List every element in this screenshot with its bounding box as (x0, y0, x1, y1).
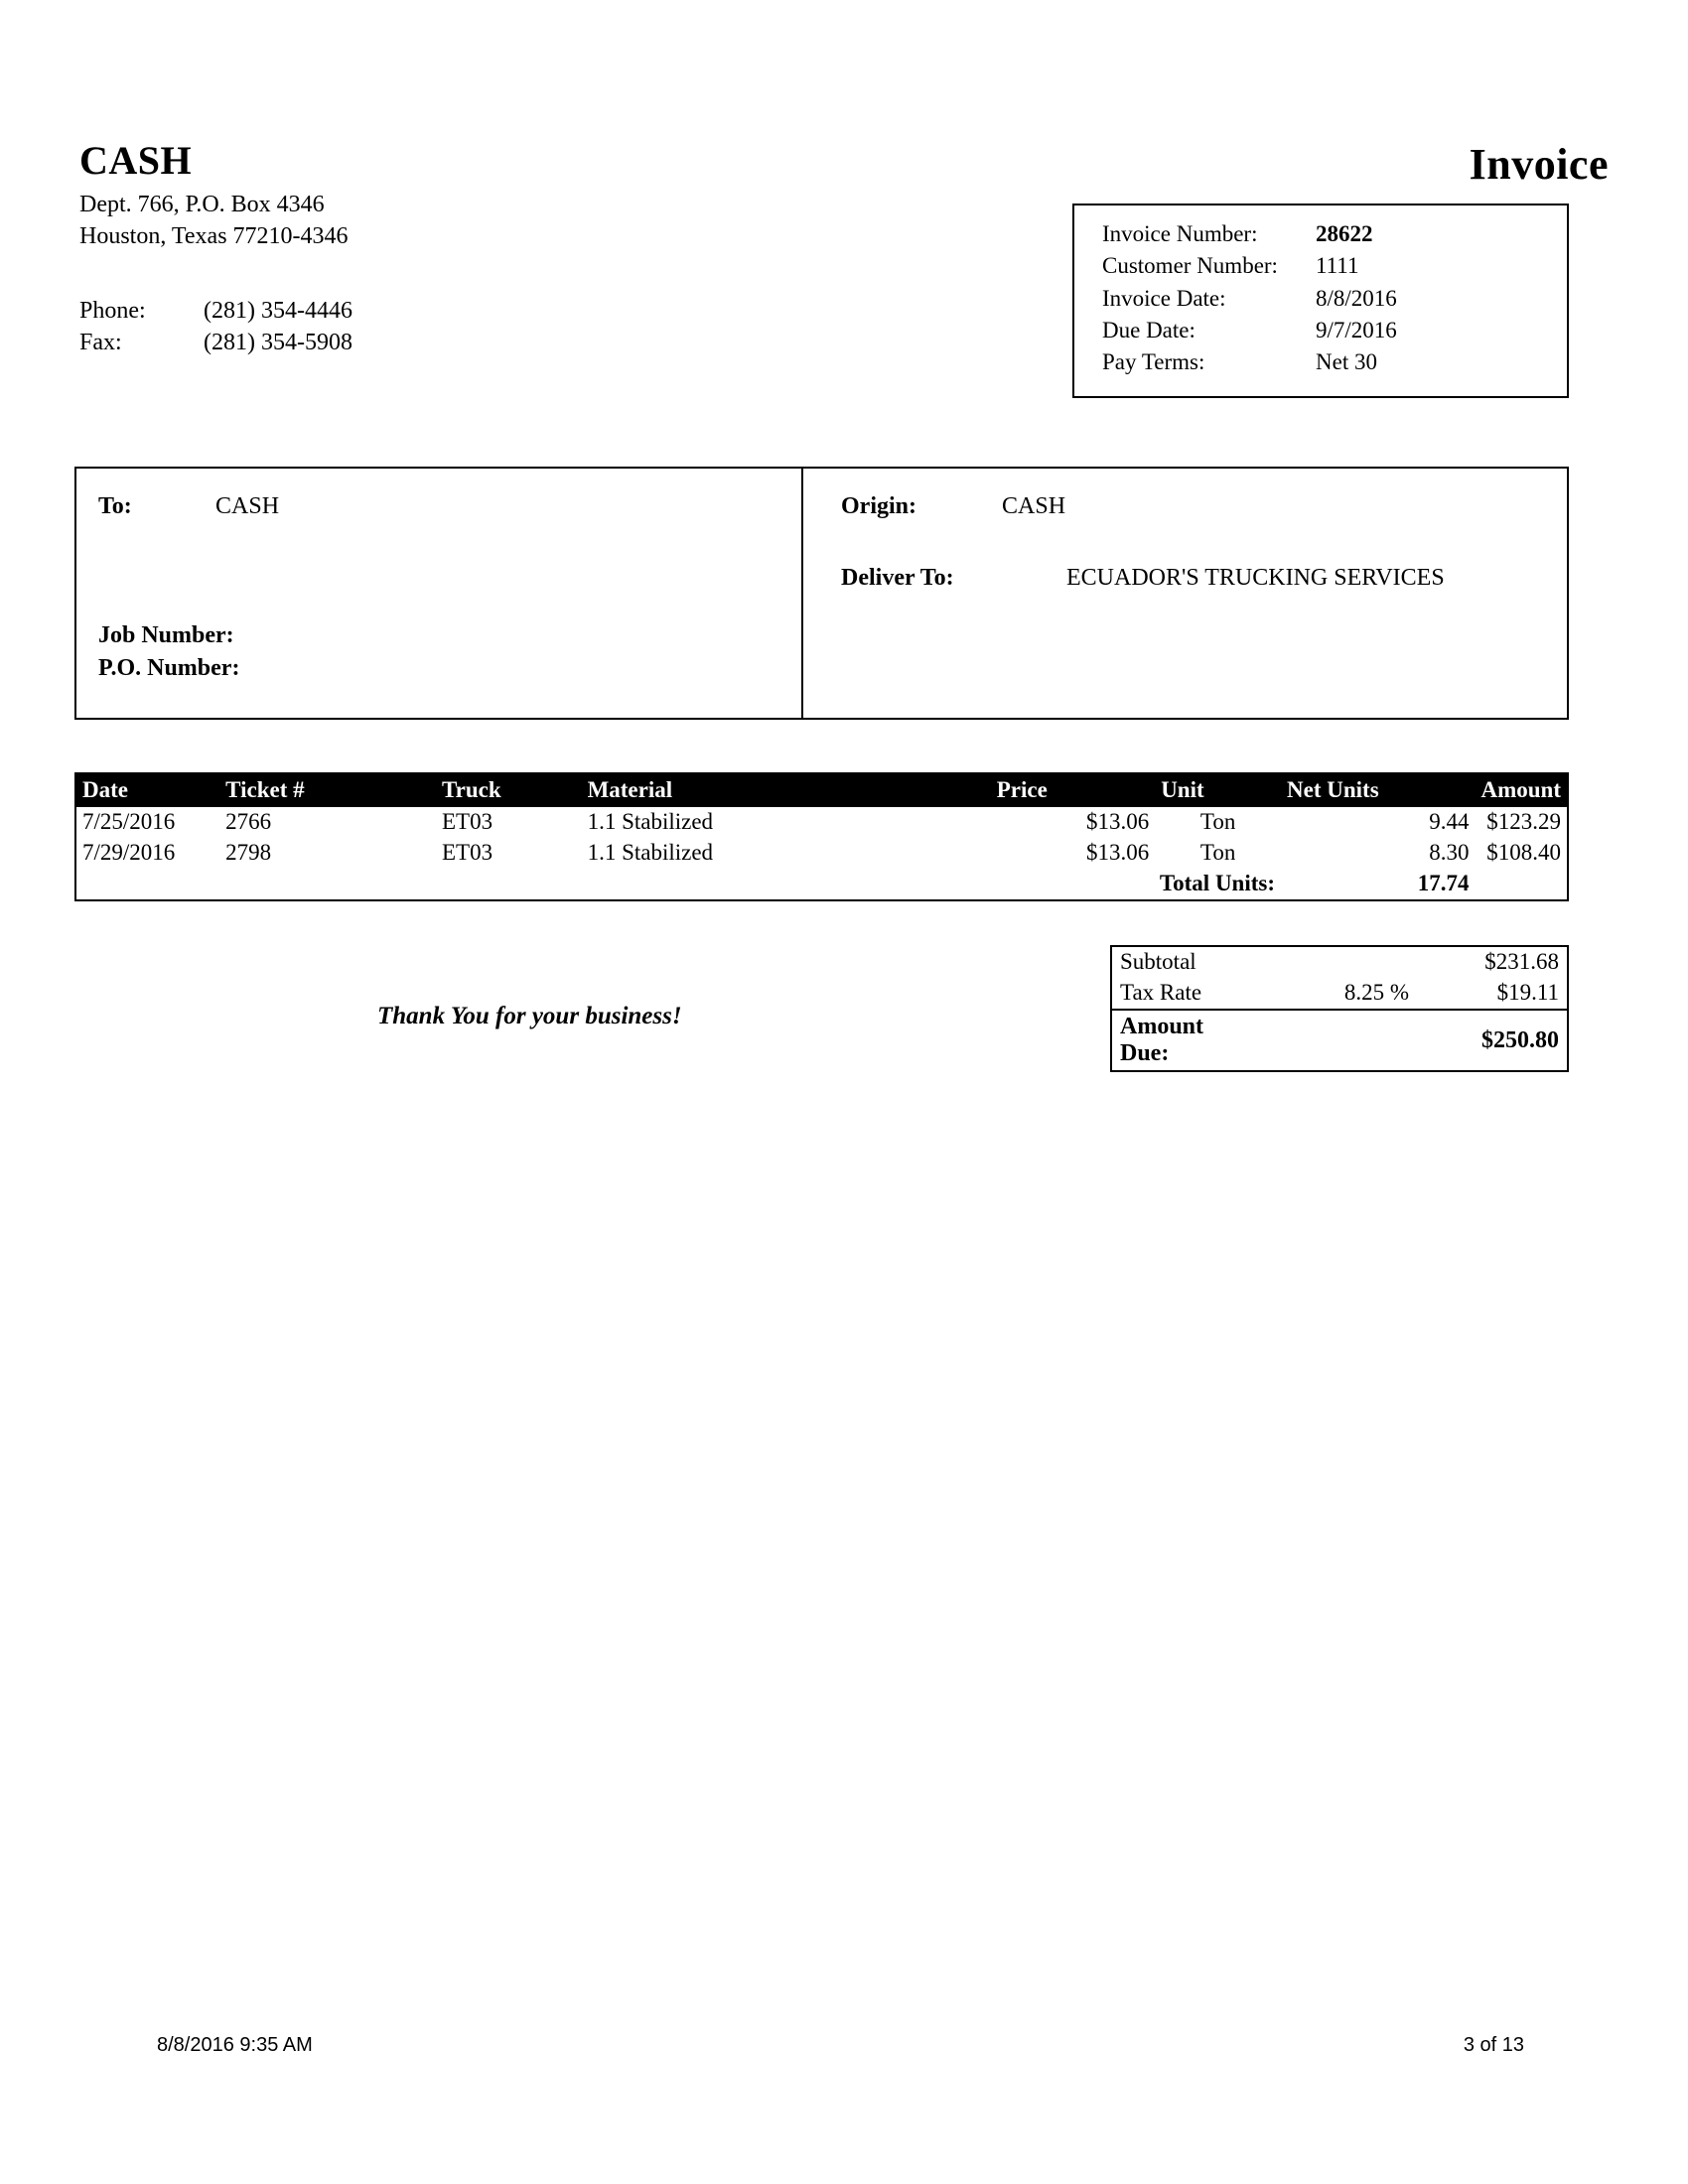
invoice-date-row (1102, 284, 1397, 316)
header-price: Price (991, 774, 1155, 807)
thank-you-message: Thank You for your business! (377, 1003, 682, 1029)
table-row (76, 838, 1567, 869)
fax-value: (281) 354-5908 (204, 330, 352, 356)
header-net-units: Net Units (1281, 774, 1475, 807)
cell-date: 7/29/2016 (82, 840, 176, 865)
company-address-line2: Houston, Texas 77210-4346 (79, 223, 349, 250)
phone-row (79, 295, 352, 327)
fax-label: Fax: (79, 330, 122, 356)
cell-truck: ET03 (442, 809, 493, 834)
footer-timestamp: 8/8/2016 9:35 AM (157, 2034, 313, 2056)
invoice-meta-box (1072, 204, 1569, 398)
pay-terms-value: Net 30 (1316, 349, 1377, 375)
cell-truck: ET03 (442, 840, 493, 865)
deliver-to-value: ECUADOR'S TRUCKING SERVICES (1066, 565, 1445, 591)
tax-rate-label: Tax Rate (1120, 980, 1202, 1005)
job-number-label: Job Number: (98, 622, 234, 648)
header-ticket: Ticket # (219, 774, 436, 807)
document-title: Invoice (1469, 140, 1609, 189)
header-amount: Amount (1475, 774, 1567, 807)
ship-to-section (803, 469, 1567, 718)
header-unit: Unit (1155, 774, 1281, 807)
invoice-date-label: Invoice Date: (1102, 285, 1226, 311)
amount-due-spacer (1252, 1010, 1417, 1070)
company-address-line1: Dept. 766, P.O. Box 4346 (79, 192, 325, 217)
subtotal-value: $231.68 (1484, 949, 1559, 974)
cell-net-units: 8.30 (1429, 840, 1470, 865)
cell-ticket: 2798 (225, 840, 272, 865)
footer-page-number: 3 of 13 (1463, 2034, 1524, 2056)
phone-value: (281) 354-4446 (204, 297, 352, 324)
line-items-box (74, 772, 1569, 901)
line-items-header (76, 774, 1567, 807)
cell-amount: $108.40 (1486, 840, 1561, 865)
po-number-label: P.O. Number: (98, 655, 240, 681)
table-header-row (76, 774, 1567, 807)
subtotal-label: Subtotal (1120, 949, 1196, 974)
company-info (79, 139, 774, 359)
to-value: CASH (215, 493, 280, 519)
origin-label: Origin: (841, 493, 916, 519)
customer-number-value: 1111 (1316, 253, 1359, 279)
cell-price: $13.06 (1085, 809, 1150, 834)
bill-to-section (76, 469, 801, 718)
summary-box (1110, 945, 1569, 1072)
subtotal-spacer (1252, 947, 1417, 978)
total-units-spacer (1475, 869, 1567, 899)
tax-rate-value: 8.25 % (1343, 980, 1409, 1005)
due-date-row (1102, 316, 1397, 347)
line-items-table (76, 774, 1567, 899)
cell-ticket: 2766 (225, 809, 272, 834)
invoice-number-row (1102, 219, 1397, 251)
amount-due-label: Amount Due: (1112, 1010, 1252, 1070)
party-box (74, 467, 1569, 720)
due-date-label: Due Date: (1102, 318, 1196, 343)
tax-amount-value: $19.11 (1496, 980, 1559, 1005)
due-date-value: 9/7/2016 (1316, 318, 1397, 343)
cell-unit: Ton (1199, 809, 1236, 834)
customer-number-row (1102, 251, 1397, 283)
fax-row (79, 327, 352, 358)
amount-due-value: $250.80 (1417, 1010, 1567, 1070)
pay-terms-label: Pay Terms: (1102, 349, 1205, 375)
header-truck: Truck (436, 774, 582, 807)
deliver-to-label: Deliver To: (841, 565, 954, 591)
total-units-label: Total Units: (1159, 871, 1276, 895)
company-contact-table (79, 295, 352, 359)
to-label: To: (98, 493, 132, 519)
table-row (76, 807, 1567, 838)
total-units-value: 17.74 (1417, 871, 1470, 895)
line-items-body (76, 807, 1567, 899)
cell-material: 1.1 Stabilized (587, 840, 714, 865)
subtotal-row (1112, 947, 1567, 978)
header-date: Date (76, 774, 219, 807)
origin-value: CASH (1002, 493, 1066, 519)
header-material: Material (582, 774, 991, 807)
cell-price: $13.06 (1085, 840, 1150, 865)
cell-unit: Ton (1199, 840, 1236, 865)
tax-row (1112, 978, 1567, 1010)
total-units-row (76, 869, 1567, 899)
phone-label: Phone: (79, 297, 146, 324)
company-name: CASH (79, 138, 193, 183)
customer-number-label: Customer Number: (1102, 253, 1278, 279)
summary-table (1112, 947, 1567, 1070)
cell-material: 1.1 Stabilized (587, 809, 714, 834)
invoice-number-label: Invoice Number: (1102, 221, 1258, 246)
cell-net-units: 9.44 (1429, 809, 1470, 834)
pay-terms-row (1102, 347, 1397, 379)
invoice-meta-table (1102, 219, 1397, 380)
invoice-date-value: 8/8/2016 (1316, 285, 1397, 311)
amount-due-row (1112, 1010, 1567, 1070)
cell-amount: $123.29 (1486, 809, 1561, 834)
invoice-number-value: 28622 (1316, 221, 1373, 246)
cell-date: 7/25/2016 (82, 809, 176, 834)
